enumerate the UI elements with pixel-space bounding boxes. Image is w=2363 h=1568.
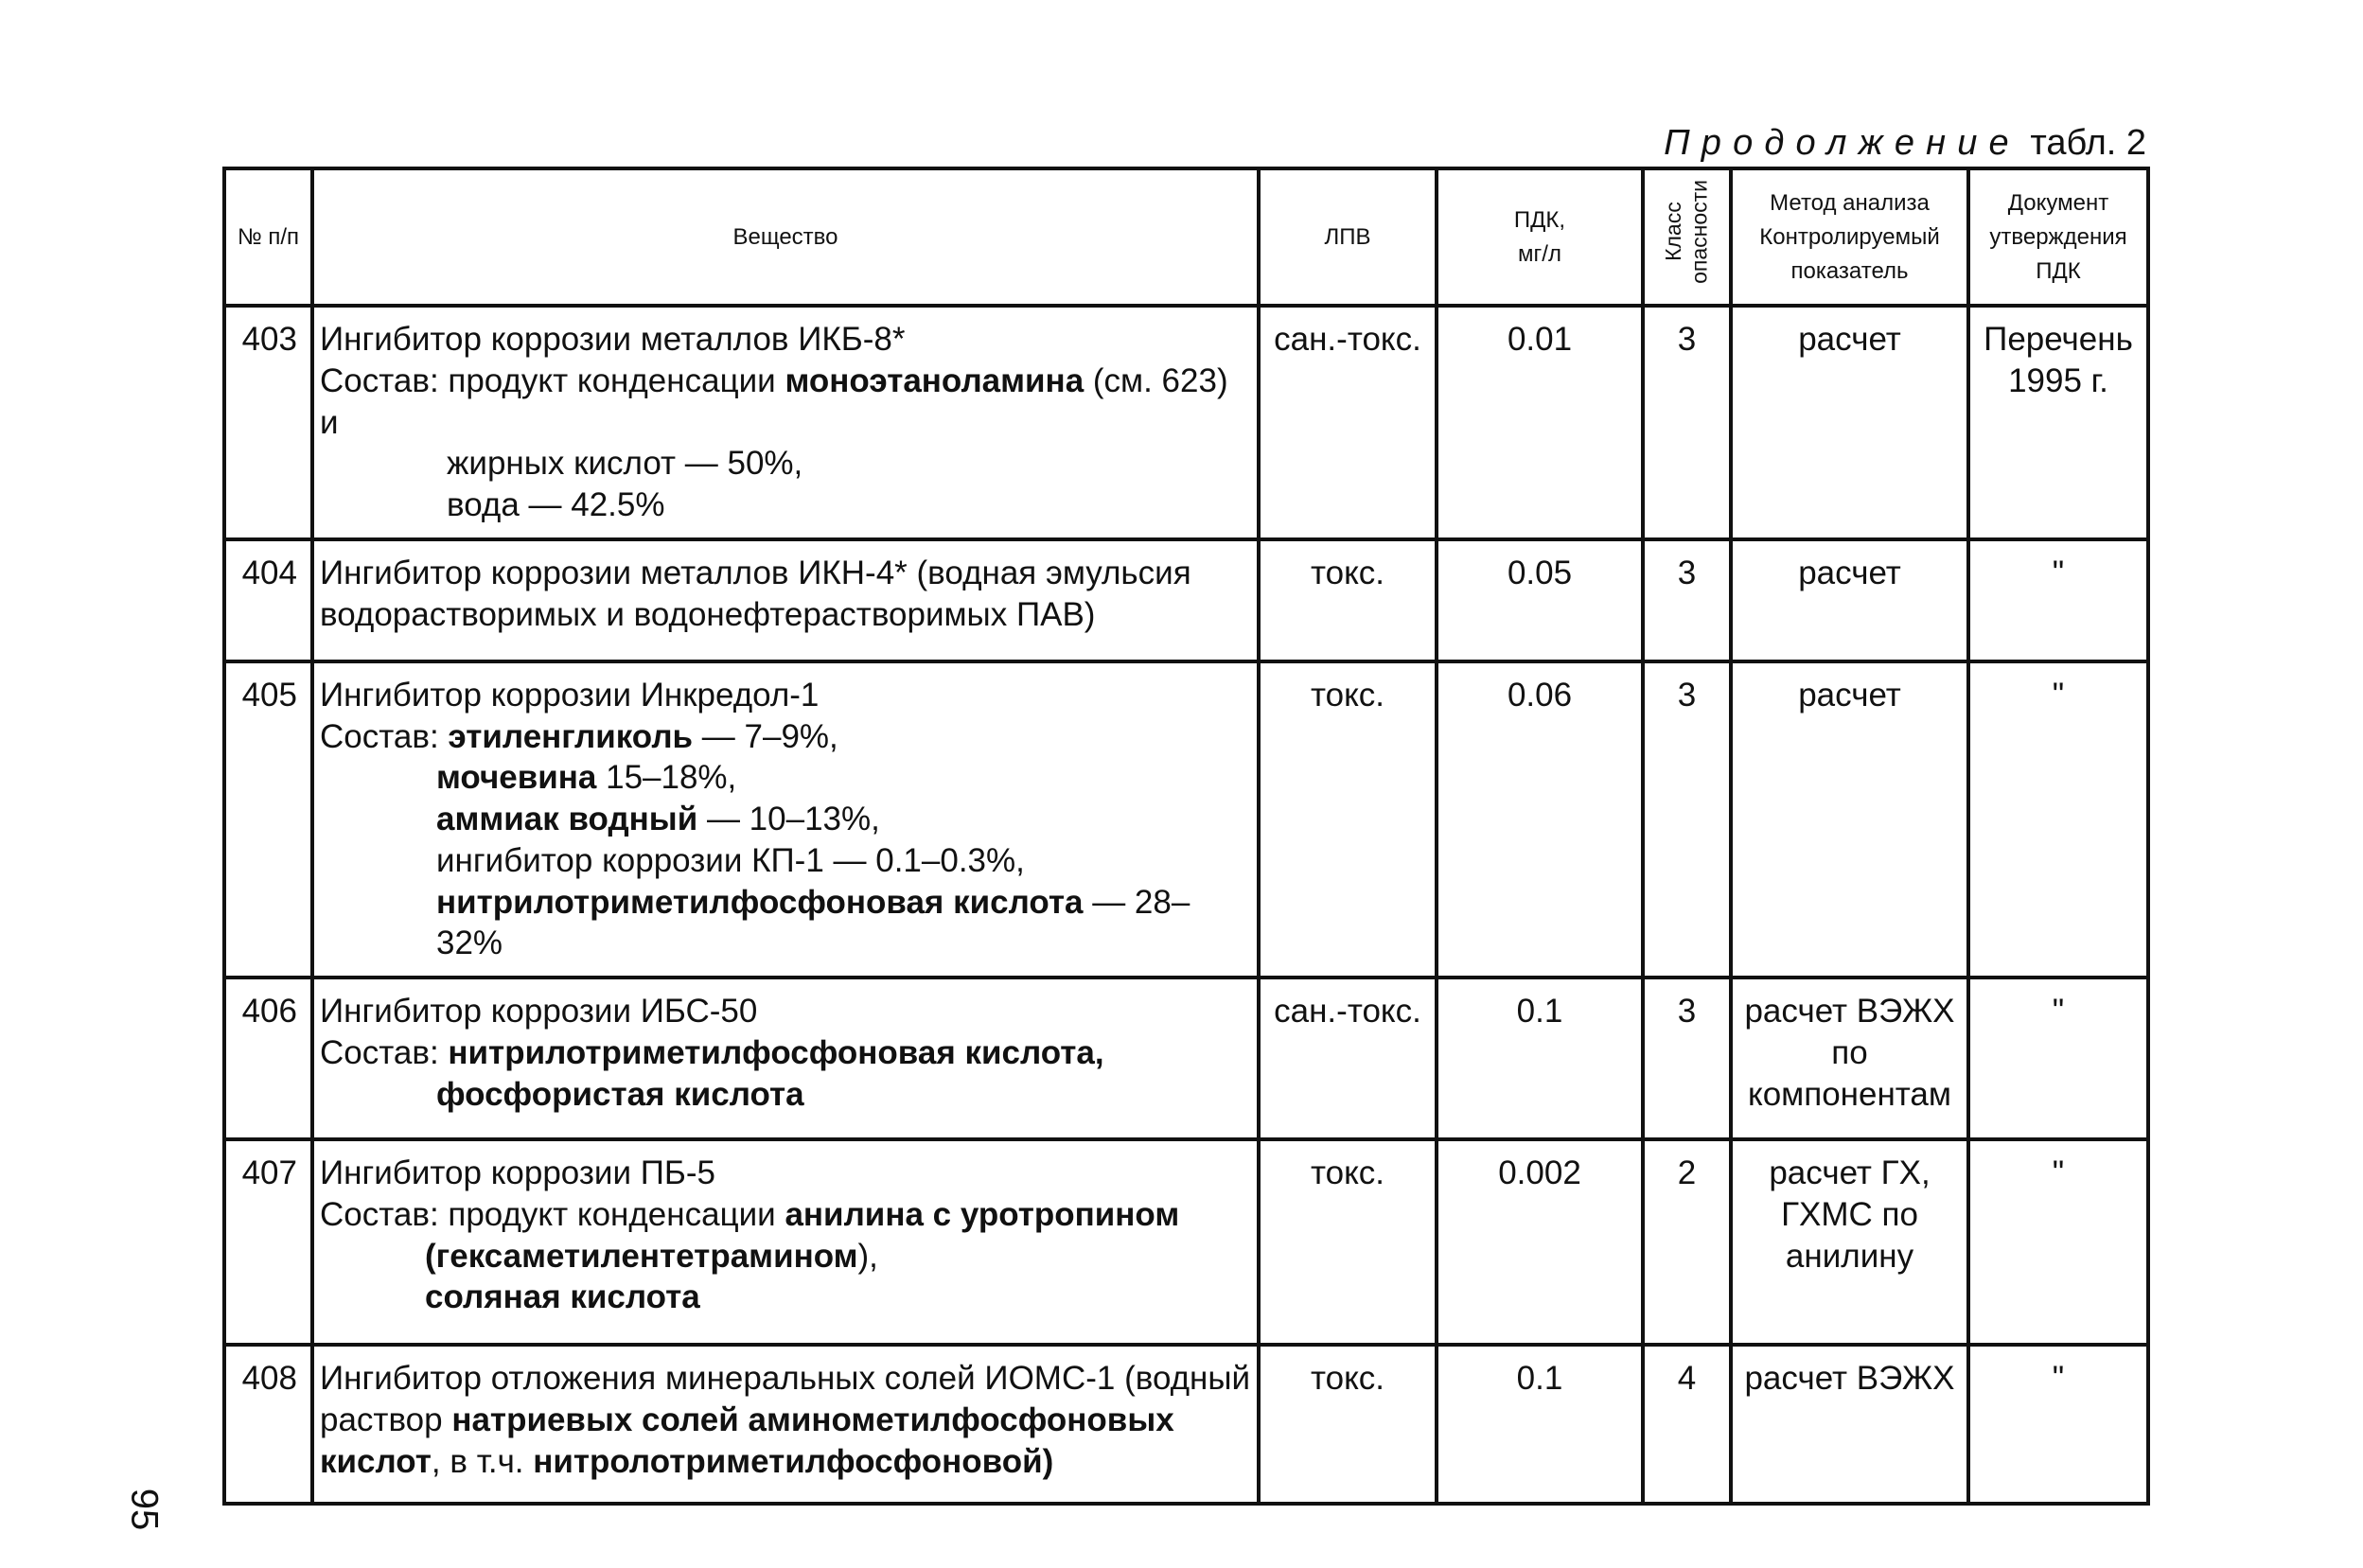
table-caption bbox=[1664, 123, 2146, 164]
header-pdk: ПДК, мг/л bbox=[1437, 168, 1643, 306]
substance-cell: Ингибитор коррозии ПБ-5 Состав: продукт конденсации анилина с уротропином (гексаметилентетрамином), соляная кислота bbox=[312, 1139, 1259, 1345]
pdk-cell: 0.002 bbox=[1437, 1139, 1643, 1345]
table-header-row bbox=[224, 168, 2148, 306]
pdk-cell: 0.05 bbox=[1437, 539, 1643, 661]
method-cell: расчет bbox=[1731, 306, 1968, 539]
row-number: 404 bbox=[224, 539, 312, 661]
row-number: 406 bbox=[224, 978, 312, 1139]
table-row bbox=[224, 661, 2148, 978]
substance-cell: Ингибитор коррозии ИБС-50 Состав: нитрилотриметилфосфоновая кислота, фосфористая кислота bbox=[312, 978, 1259, 1139]
document-cell: " bbox=[1968, 661, 2148, 978]
class-cell: 3 bbox=[1643, 661, 1731, 978]
substances-table bbox=[222, 167, 2150, 1506]
row-number: 407 bbox=[224, 1139, 312, 1345]
page-number: 95 bbox=[123, 1488, 166, 1531]
lpv-cell: сан.-токс. bbox=[1259, 978, 1437, 1139]
class-cell: 4 bbox=[1643, 1345, 1731, 1504]
document-cell: " bbox=[1968, 978, 2148, 1139]
lpv-cell: токс. bbox=[1259, 1139, 1437, 1345]
method-cell: расчет ВЭЖХ по компонентам bbox=[1731, 978, 1968, 1139]
method-cell: расчет bbox=[1731, 661, 1968, 978]
method-cell: расчет bbox=[1731, 539, 1968, 661]
document-cell: Перечень 1995 г. bbox=[1968, 306, 2148, 539]
row-number: 405 bbox=[224, 661, 312, 978]
lpv-cell: сан.-токс. bbox=[1259, 306, 1437, 539]
header-document: Документ утверждения ПДК bbox=[1968, 168, 2148, 306]
header-method: Метод анализа Контролируемый показатель bbox=[1731, 168, 1968, 306]
header-num: № п/п bbox=[224, 168, 312, 306]
class-cell: 3 bbox=[1643, 978, 1731, 1139]
table-row bbox=[224, 306, 2148, 539]
table-row bbox=[224, 539, 2148, 661]
method-cell: расчет ГХ, ГХМС по анилину bbox=[1731, 1139, 1968, 1345]
document-cell: " bbox=[1968, 539, 2148, 661]
lpv-cell: токс. bbox=[1259, 661, 1437, 978]
substance-cell: Ингибитор отложения минеральных солей ИОМС-1 (водный раствор натриевых солей аминометилфосфоновых кислот, в т.ч. нитролотриметилфосфоновой) bbox=[312, 1345, 1259, 1504]
table-row bbox=[224, 978, 2148, 1139]
header-substance: Вещество bbox=[312, 168, 1259, 306]
substance-cell: Ингибитор коррозии металлов ИКБ-8* Состав: продукт конденсации моноэтаноламина (см. 623) и жирных кислот — 50%, вода — 42.5% bbox=[312, 306, 1259, 539]
pdk-cell: 0.01 bbox=[1437, 306, 1643, 539]
row-number: 403 bbox=[224, 306, 312, 539]
caption-continuation: Продолжение bbox=[1664, 123, 2020, 163]
table-row bbox=[224, 1139, 2148, 1345]
lpv-cell: токс. bbox=[1259, 1345, 1437, 1504]
caption-table-ref: табл. 2 bbox=[2019, 123, 2146, 163]
document-cell: " bbox=[1968, 1345, 2148, 1504]
table-row bbox=[224, 1345, 2148, 1504]
pdk-cell: 0.1 bbox=[1437, 978, 1643, 1139]
class-cell: 3 bbox=[1643, 539, 1731, 661]
row-number: 408 bbox=[224, 1345, 312, 1504]
class-cell: 2 bbox=[1643, 1139, 1731, 1345]
header-lpv: ЛПВ bbox=[1259, 168, 1437, 306]
class-cell: 3 bbox=[1643, 306, 1731, 539]
substance-cell: Ингибитор коррозии металлов ИКН-4* (водная эмульсия водорастворимых и водонефтерастворимых ПАВ) bbox=[312, 539, 1259, 661]
method-cell: расчет ВЭЖХ bbox=[1731, 1345, 1968, 1504]
header-class: Класс опасности bbox=[1643, 168, 1731, 306]
pdk-cell: 0.06 bbox=[1437, 661, 1643, 978]
document-cell: " bbox=[1968, 1139, 2148, 1345]
pdk-cell: 0.1 bbox=[1437, 1345, 1643, 1504]
lpv-cell: токс. bbox=[1259, 539, 1437, 661]
substance-cell: Ингибитор коррозии Инкредол-1 Состав: этиленгликоль — 7–9%, мочевина 15–18%, аммиак водный — 10–13%, ингибитор коррозии КП-1 — 0.1–0.3%, нитрилотриметилфосфоновая кислота — 28–32% bbox=[312, 661, 1259, 978]
